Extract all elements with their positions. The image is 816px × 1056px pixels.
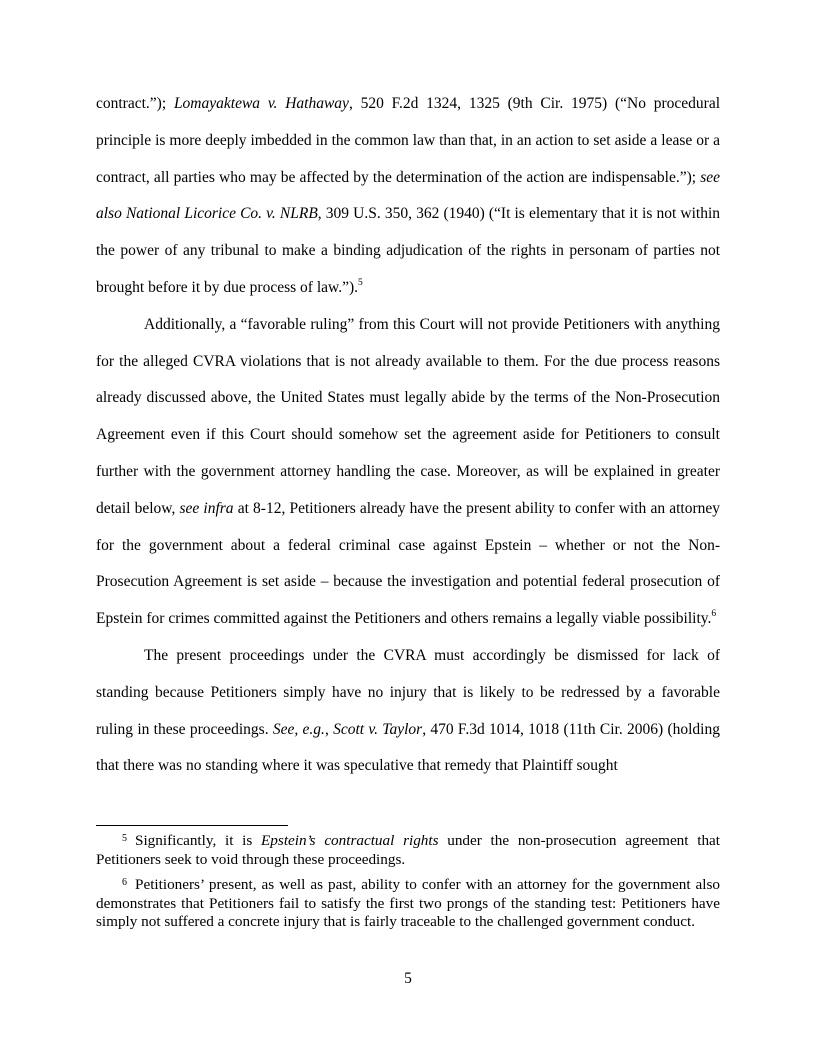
citation-signal: See, e.g.	[272, 720, 325, 738]
case-name: Lomayaktewa v. Hathaway	[173, 95, 349, 112]
footnote-ref: 5	[357, 277, 363, 288]
footnote-ref: 6	[711, 609, 717, 620]
case-name: Scott v. Taylor	[333, 720, 423, 738]
document-body	[96, 86, 720, 785]
footnotes	[96, 832, 720, 939]
citation-signal: see infra	[179, 499, 234, 517]
paragraph-favorable-ruling: Additionally, a “favorable ruling” from this Court will not provide Petitioners with anything for the alleged CVRA violations that is not already available to them. For the due process reasons already discussed above, the United States must legally abide by the terms of the Non-Prosecution Agreement even if this Court should somehow set the agreement aside for Petitioners to consult further with the government attorney handling the case. Moreover, as will be explained in greater detail below, see infra at 8-12, Petitioners already have the present ability to confer with an attorney for the government about a federal criminal case against Epstein – whether or not the Non-Prosecution Agreement is set aside – because the investigation and potential federal prosecution of Epstein for crimes committed against the Petitioners and others remains a legally viable possibility.$^6$	[96, 315, 721, 628]
case-name: see also National Licorice Co. v. NLRB	[96, 168, 720, 223]
paragraph-dismissal: The present proceedings under the CVRA must accordingly be dismissed for lack of standing because Petitioners simply have no injury that is likely to be redressed by a favorable ruling in these proceedings. See, e.g., Scott v. Taylor, 470 F.3d 1014, 1018 (11th Cir. 2006) (holding that there was no standing where it was speculative that remedy that Plaintiff sought	[96, 646, 720, 775]
footnote-number: 5	[122, 833, 127, 844]
footnote-6: $^6$ Petitioners’ present, as well as past, ability to confer with an attorney for the government also demonstrates that Petitioners fail to satisfy the first two prongs of the standing test: Petitioners have simply not suffered a concrete injury that is fairly traceable to the challenged government conduct.	[96, 876, 720, 931]
footnote-number: 6	[122, 877, 127, 889]
page-number: 5	[404, 970, 412, 987]
paragraph-citations: contract.”); Lomayaktewa v. Hathaway, 520 F.2d 1324, 1325 (9th Cir. 1975) (“No procedural principle is more deeply imbedded in the common law than that, in an action to set aside a lease or a contract, all parties who may be affected by the determination of the action are indispensable.”); see also National Licorice Co. v. NLRB, 309 U.S. 350, 362 (1940) (“It is elementary that it is not within the power of any tribunal to make a binding adjudication of the rights in personam of parties not brought before it by due process of law.”).$^5$	[96, 95, 721, 296]
footnote-separator	[96, 825, 288, 826]
footnote-5: $^5$ Significantly, it is Epstein’s contractual rights under the non-prosecution agreement that Petitioners seek to void through these proceedings.	[96, 832, 720, 868]
